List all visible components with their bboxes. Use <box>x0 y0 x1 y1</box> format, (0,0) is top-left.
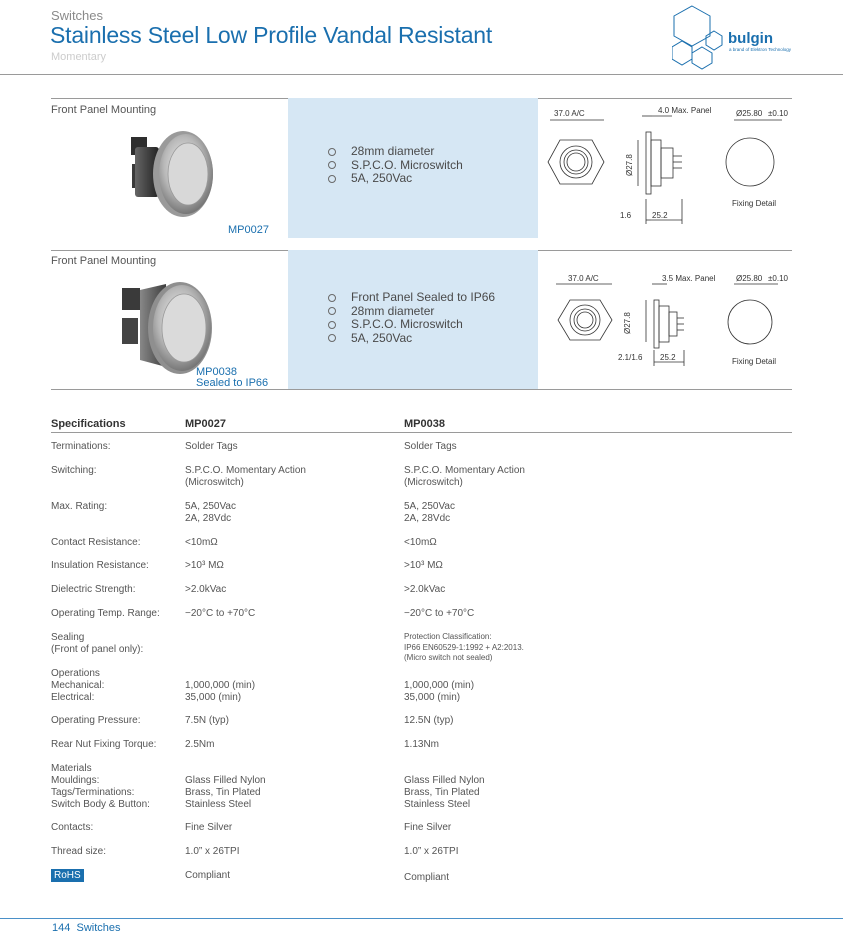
feature-list <box>328 145 463 186</box>
bullet-icon <box>328 161 336 169</box>
specs-divider <box>51 432 792 433</box>
logo-word: bulgin <box>728 30 773 47</box>
spec-value-mp0038: >10³ MΩ <box>404 560 443 571</box>
spec-label: Operating Temp. Range: <box>51 608 160 619</box>
switch-photo-icon <box>118 278 218 378</box>
spec-value-mp0038: 1.13Nm <box>404 739 440 750</box>
spec-value-mp0027: Compliant <box>185 870 231 881</box>
specs-column-mp0038: MP0038 <box>404 418 445 430</box>
spec-value-mp0038: Solder Tags <box>404 441 457 452</box>
dim-diameter-label: Ø27.8 <box>625 154 634 176</box>
spec-value-mp0027: >10³ MΩ <box>185 560 224 571</box>
spec-label: Contacts: <box>51 822 94 833</box>
specs-column-mp0027: MP0027 <box>185 418 226 430</box>
list-item: S.P.C.O. Microswitch <box>328 159 463 173</box>
bullet-icon <box>328 148 336 156</box>
mounting-label: Front Panel Mounting <box>51 255 157 267</box>
list-item: 5A, 250Vac <box>328 172 463 186</box>
spec-value-mp0038: 1.0” x 26TPI <box>404 846 459 857</box>
feature-list <box>328 291 495 345</box>
spec-value-mp0038: Protection Classification: IP66 EN60529-1:1992 + A2:2013. (Micro switch not sealed) <box>404 632 524 662</box>
product-code-note: Sealed to IP66 <box>196 377 269 389</box>
spec-label: Contact Resistance: <box>51 537 141 548</box>
mounting-label: Front Panel Mounting <box>51 104 157 116</box>
bullet-icon <box>328 307 336 315</box>
spec-label: Rear Nut Fixing Torque: <box>51 739 157 750</box>
spec-value-mp0027: Fine Silver <box>185 822 233 833</box>
spec-value-mp0027: 1.0” x 26TPI <box>185 846 240 857</box>
product-code: MP0027 <box>228 224 269 236</box>
spec-label: Thread size: <box>51 846 107 857</box>
spec-label: Terminations: <box>51 441 111 452</box>
dim-a-label: 2.1/1.6 <box>618 353 643 362</box>
page-title: Stainless Steel Low Profile Vandal Resistant <box>50 22 493 48</box>
product-divider <box>51 250 288 251</box>
spec-label: Sealing (Front of panel only): <box>51 632 144 655</box>
footer-divider <box>0 918 843 919</box>
spec-label: Dielectric Strength: <box>51 584 136 595</box>
spec-value-mp0038: >2.0kVac <box>404 584 446 595</box>
list-item: S.P.C.O. Microswitch <box>328 318 495 332</box>
dim-panel-label: 4.0 Max. Panel <box>658 106 712 115</box>
page-subtitle: Momentary <box>51 51 107 63</box>
spec-value-mp0027: 2.5Nm <box>185 739 215 750</box>
list-item: 5A, 250Vac <box>328 332 495 346</box>
fixing-detail-label: Fixing Detail <box>732 199 777 208</box>
dimension-drawing <box>542 104 792 232</box>
spec-value-mp0027: >2.0kVac <box>185 584 227 595</box>
product-divider <box>538 250 792 251</box>
bullet-icon <box>328 175 336 183</box>
logo-tagline: a brand of Elektron Technology <box>729 47 791 52</box>
rohs-badge: RoHS <box>51 869 84 882</box>
product-code: MP0038 <box>196 366 237 378</box>
spec-value-mp0038: 5A, 250Vac 2A, 28Vdc <box>404 501 455 524</box>
page-number: 144 <box>52 922 71 933</box>
dim-b-label: 25.2 <box>660 353 676 362</box>
dim-hole-label: Ø25.80 <box>736 109 763 118</box>
spec-value-mp0027: <10mΩ <box>185 537 218 548</box>
spec-value-mp0027: 5A, 250Vac 2A, 28Vdc <box>185 501 236 524</box>
bullet-icon <box>328 294 336 302</box>
spec-value-mp0038: Fine Silver <box>404 822 452 833</box>
specs-heading: Specifications <box>51 418 126 430</box>
spec-value-mp0038: 12.5N (typ) <box>404 715 454 726</box>
spec-value-mp0038: Compliant <box>404 872 450 883</box>
product-divider <box>538 98 792 99</box>
dim-tolerance-label: ±0.10 <box>768 109 788 118</box>
spec-label: Switching: <box>51 465 97 476</box>
spec-value-mp0038: S.P.C.O. Momentary Action (Microswitch) <box>404 465 525 488</box>
spec-value-mp0027: −20°C to +70°C <box>185 608 256 619</box>
fixing-detail-label: Fixing Detail <box>732 357 777 366</box>
spec-label: Materials Mouldings: Tags/Terminations: Switch Body & Button: <box>51 763 150 810</box>
spec-label: Operations Mechanical: Electrical: <box>51 668 105 703</box>
dim-b-label: 25.2 <box>652 211 668 220</box>
spec-label: Insulation Resistance: <box>51 560 149 571</box>
spec-value-mp0027: Solder Tags <box>185 441 238 452</box>
switch-photo-icon <box>125 122 220 222</box>
dim-width-label: 37.0 A/C <box>554 109 585 118</box>
list-item: 28mm diameter <box>328 145 463 159</box>
dim-hole-label: Ø25.80 <box>736 274 763 283</box>
category-label: Switches <box>51 8 104 23</box>
dim-width-label: 37.0 A/C <box>568 274 599 283</box>
spec-value-mp0027: 7.5N (typ) <box>185 715 229 726</box>
spec-value-mp0027: 1,000,000 (min) 35,000 (min) <box>185 680 256 703</box>
bullet-icon <box>328 321 336 329</box>
dim-diameter-label: Ø27.8 <box>623 312 632 334</box>
spec-label: Operating Pressure: <box>51 715 141 726</box>
spec-value-mp0027: S.P.C.O. Momentary Action (Microswitch) <box>185 465 306 488</box>
bullet-icon <box>328 334 336 342</box>
section-divider <box>51 389 792 390</box>
footer-section: Switches <box>76 922 121 933</box>
spec-value-mp0038: Glass Filled Nylon Brass, Tin Plated Stainless Steel <box>404 775 485 810</box>
header-divider <box>0 74 843 75</box>
list-item: Front Panel Sealed to IP66 <box>328 291 495 305</box>
spec-value-mp0038: −20°C to +70°C <box>404 608 475 619</box>
dimension-drawing <box>542 270 792 382</box>
dim-a-label: 1.6 <box>620 211 632 220</box>
spec-value-mp0038: <10mΩ <box>404 537 437 548</box>
list-item: 28mm diameter <box>328 305 495 319</box>
spec-label <box>51 869 181 882</box>
dim-tolerance-label: ±0.10 <box>768 274 788 283</box>
spec-value-mp0027: Glass Filled Nylon Brass, Tin Plated Stainless Steel <box>185 775 266 810</box>
spec-label: Max. Rating: <box>51 501 108 512</box>
dim-panel-label: 3.5 Max. Panel <box>662 274 716 283</box>
spec-value-mp0038: 1,000,000 (min) 35,000 (min) <box>404 680 475 703</box>
page-footer <box>52 922 121 933</box>
product-divider <box>51 98 288 99</box>
